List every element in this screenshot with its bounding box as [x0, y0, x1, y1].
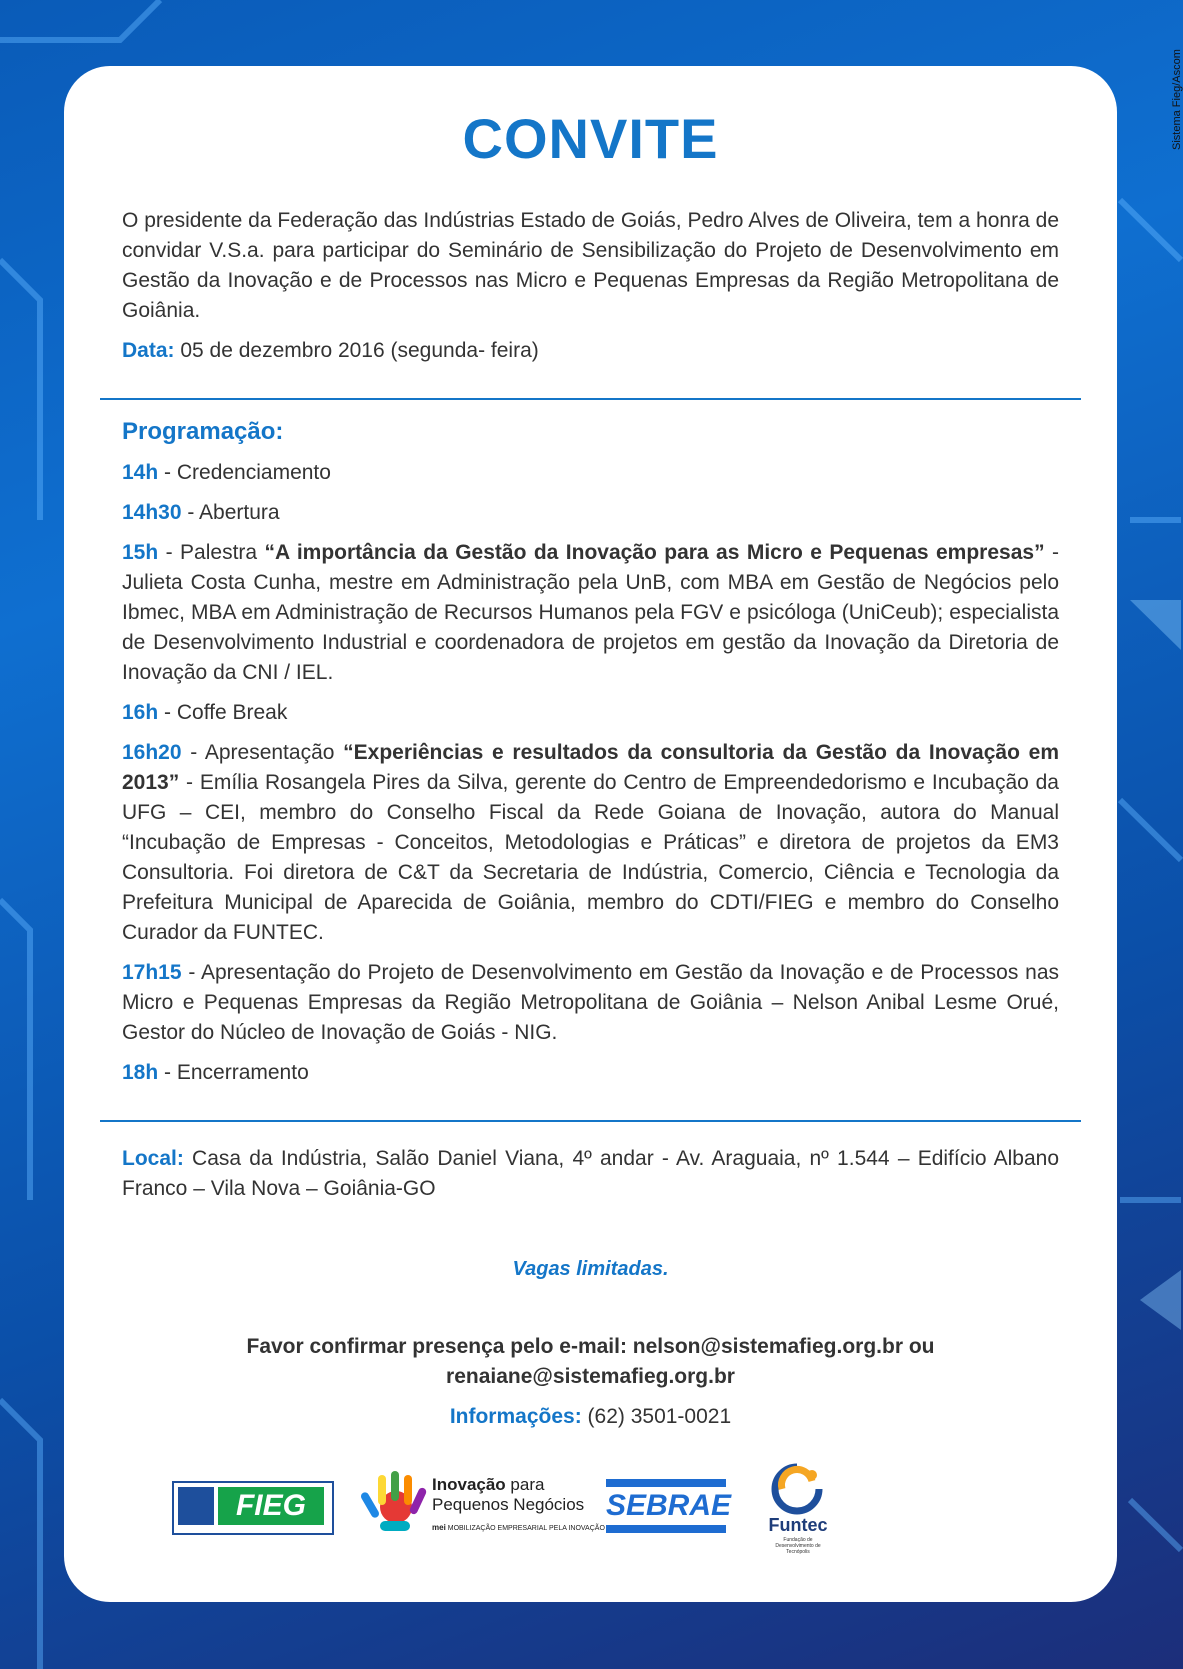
program-time: 17h15 — [122, 961, 182, 984]
intro-paragraph: O presidente da Federação das Indústrias Estado de Goiás, Pedro Alves de Oliveira, tem a honra de convidar V.S.a. para participar do Seminário de Sensibilização do Projeto de Desenvolvimento em Gestão da Inovação e de Processos nas Micro e Pequenas Empresas da Região Metropolitana de Goiânia. — [122, 209, 1059, 322]
info-phone: Informações: (62) 3501-0021 — [449, 1405, 732, 1428]
divider-top — [100, 398, 1081, 400]
location-label: Local: — [122, 1147, 184, 1170]
program-item: 14h30 - Abertura — [122, 501, 280, 524]
inovacao-logo: Inovação para Pequenos Negócios mei MOBILIZAÇÃO EMPRESARIAL PELA INOVAÇÃO — [358, 1469, 598, 1541]
sebrae-logo: SEBRAE — [606, 1479, 736, 1535]
funtec-logo: Funtec Fundação de Desenvolvimento de Tecnópolis — [748, 1461, 848, 1557]
photo-credit: Sistema Fieg/Ascom — [1171, 49, 1183, 150]
divider-bottom — [100, 1120, 1081, 1122]
program-item: 17h15 - Apresentação do Projeto de Desenvolvimento em Gestão da Inovação e de Processos nas Micro e Pequenas Empresas da Região Metropolitana de Goiânia – Nelson Anibal Lesme Orué, Gestor do Núcleo de Inovação de Goiás - NIG. — [122, 961, 1059, 1044]
funtec-emblem-icon — [762, 1461, 832, 1517]
event-location — [122, 1144, 1059, 1204]
location-value: Casa da Indústria, Salão Daniel Viana, 4º andar - Av. Araguaia, nº 1.544 – Edifício Albano Franco – Vila Nova – Goiânia-GO — [122, 1147, 1059, 1200]
program-time: 15h — [122, 541, 159, 564]
program-list — [122, 458, 1059, 1098]
rsvp-note: Favor confirmar presença pelo e-mail: nelson@sistemafieg.org.br ou renaiane@sistemafieg.org.br — [246, 1335, 935, 1388]
fieg-logo: FIEG — [172, 1481, 334, 1535]
event-date — [122, 336, 1059, 366]
fieg-emblem-icon — [178, 1487, 214, 1525]
program-time: 18h — [122, 1061, 159, 1084]
program-item: 18h - Encerramento — [122, 1061, 309, 1084]
program-item: 14h - Credenciamento — [122, 461, 331, 484]
colorful-hand-icon — [358, 1469, 428, 1541]
program-title: Programação: — [122, 418, 284, 445]
page-title: CONVITE — [462, 107, 719, 170]
date-label: Data: — [122, 339, 175, 362]
program-time: 16h20 — [122, 741, 182, 764]
sponsor-logos — [122, 1461, 1059, 1561]
program-time: 14h30 — [122, 501, 182, 524]
limited-seats-note: Vagas limitadas. — [512, 1258, 669, 1280]
program-item: 16h - Coffe Break — [122, 701, 288, 724]
program-item: 16h20 - Apresentação “Experiências e resultados da consultoria da Gestão da Inovação em 2013” - Emília Rosangela Pires da Silva, gerente do Centro de Empreendedorismo e Incubação da UFG – CEI, membro do Conselho Fiscal da Rede Goiana de Inovação, autora do Manual “Incubação de Empresas - Conceitos, Metodologias e Práticas” e diretora de projetos da EM3 Consultoria. Foi diretora de C&T da Secretaria de Indústria, Comercio, Ciência e Tecnologia da Prefeitura Municipal de Aparecida de Goiânia, membro do CDTI/FIEG e membro do Conselho Curador da FUNTEC. — [122, 741, 1059, 944]
program-time: 16h — [122, 701, 159, 724]
date-value: 05 de dezembro 2016 (segunda- feira) — [174, 339, 539, 362]
program-item: 15h - Palestra “A importância da Gestão da Inovação para as Micro e Pequenas empresas” - Julieta Costa Cunha, mestre em Administração pela UnB, com MBA em Gestão de Negócios pelo Ibmec, MBA em Administração de Recursos Humanos pela FGV e psicóloga (UniCeub); especialista de Desenvolvimento Industrial e coordenadora de projetos em gestão da Inovação da Diretoria de Inovação da CNI / IEL. — [122, 541, 1060, 684]
program-time: 14h — [122, 461, 159, 484]
invitation-card — [64, 66, 1117, 1602]
